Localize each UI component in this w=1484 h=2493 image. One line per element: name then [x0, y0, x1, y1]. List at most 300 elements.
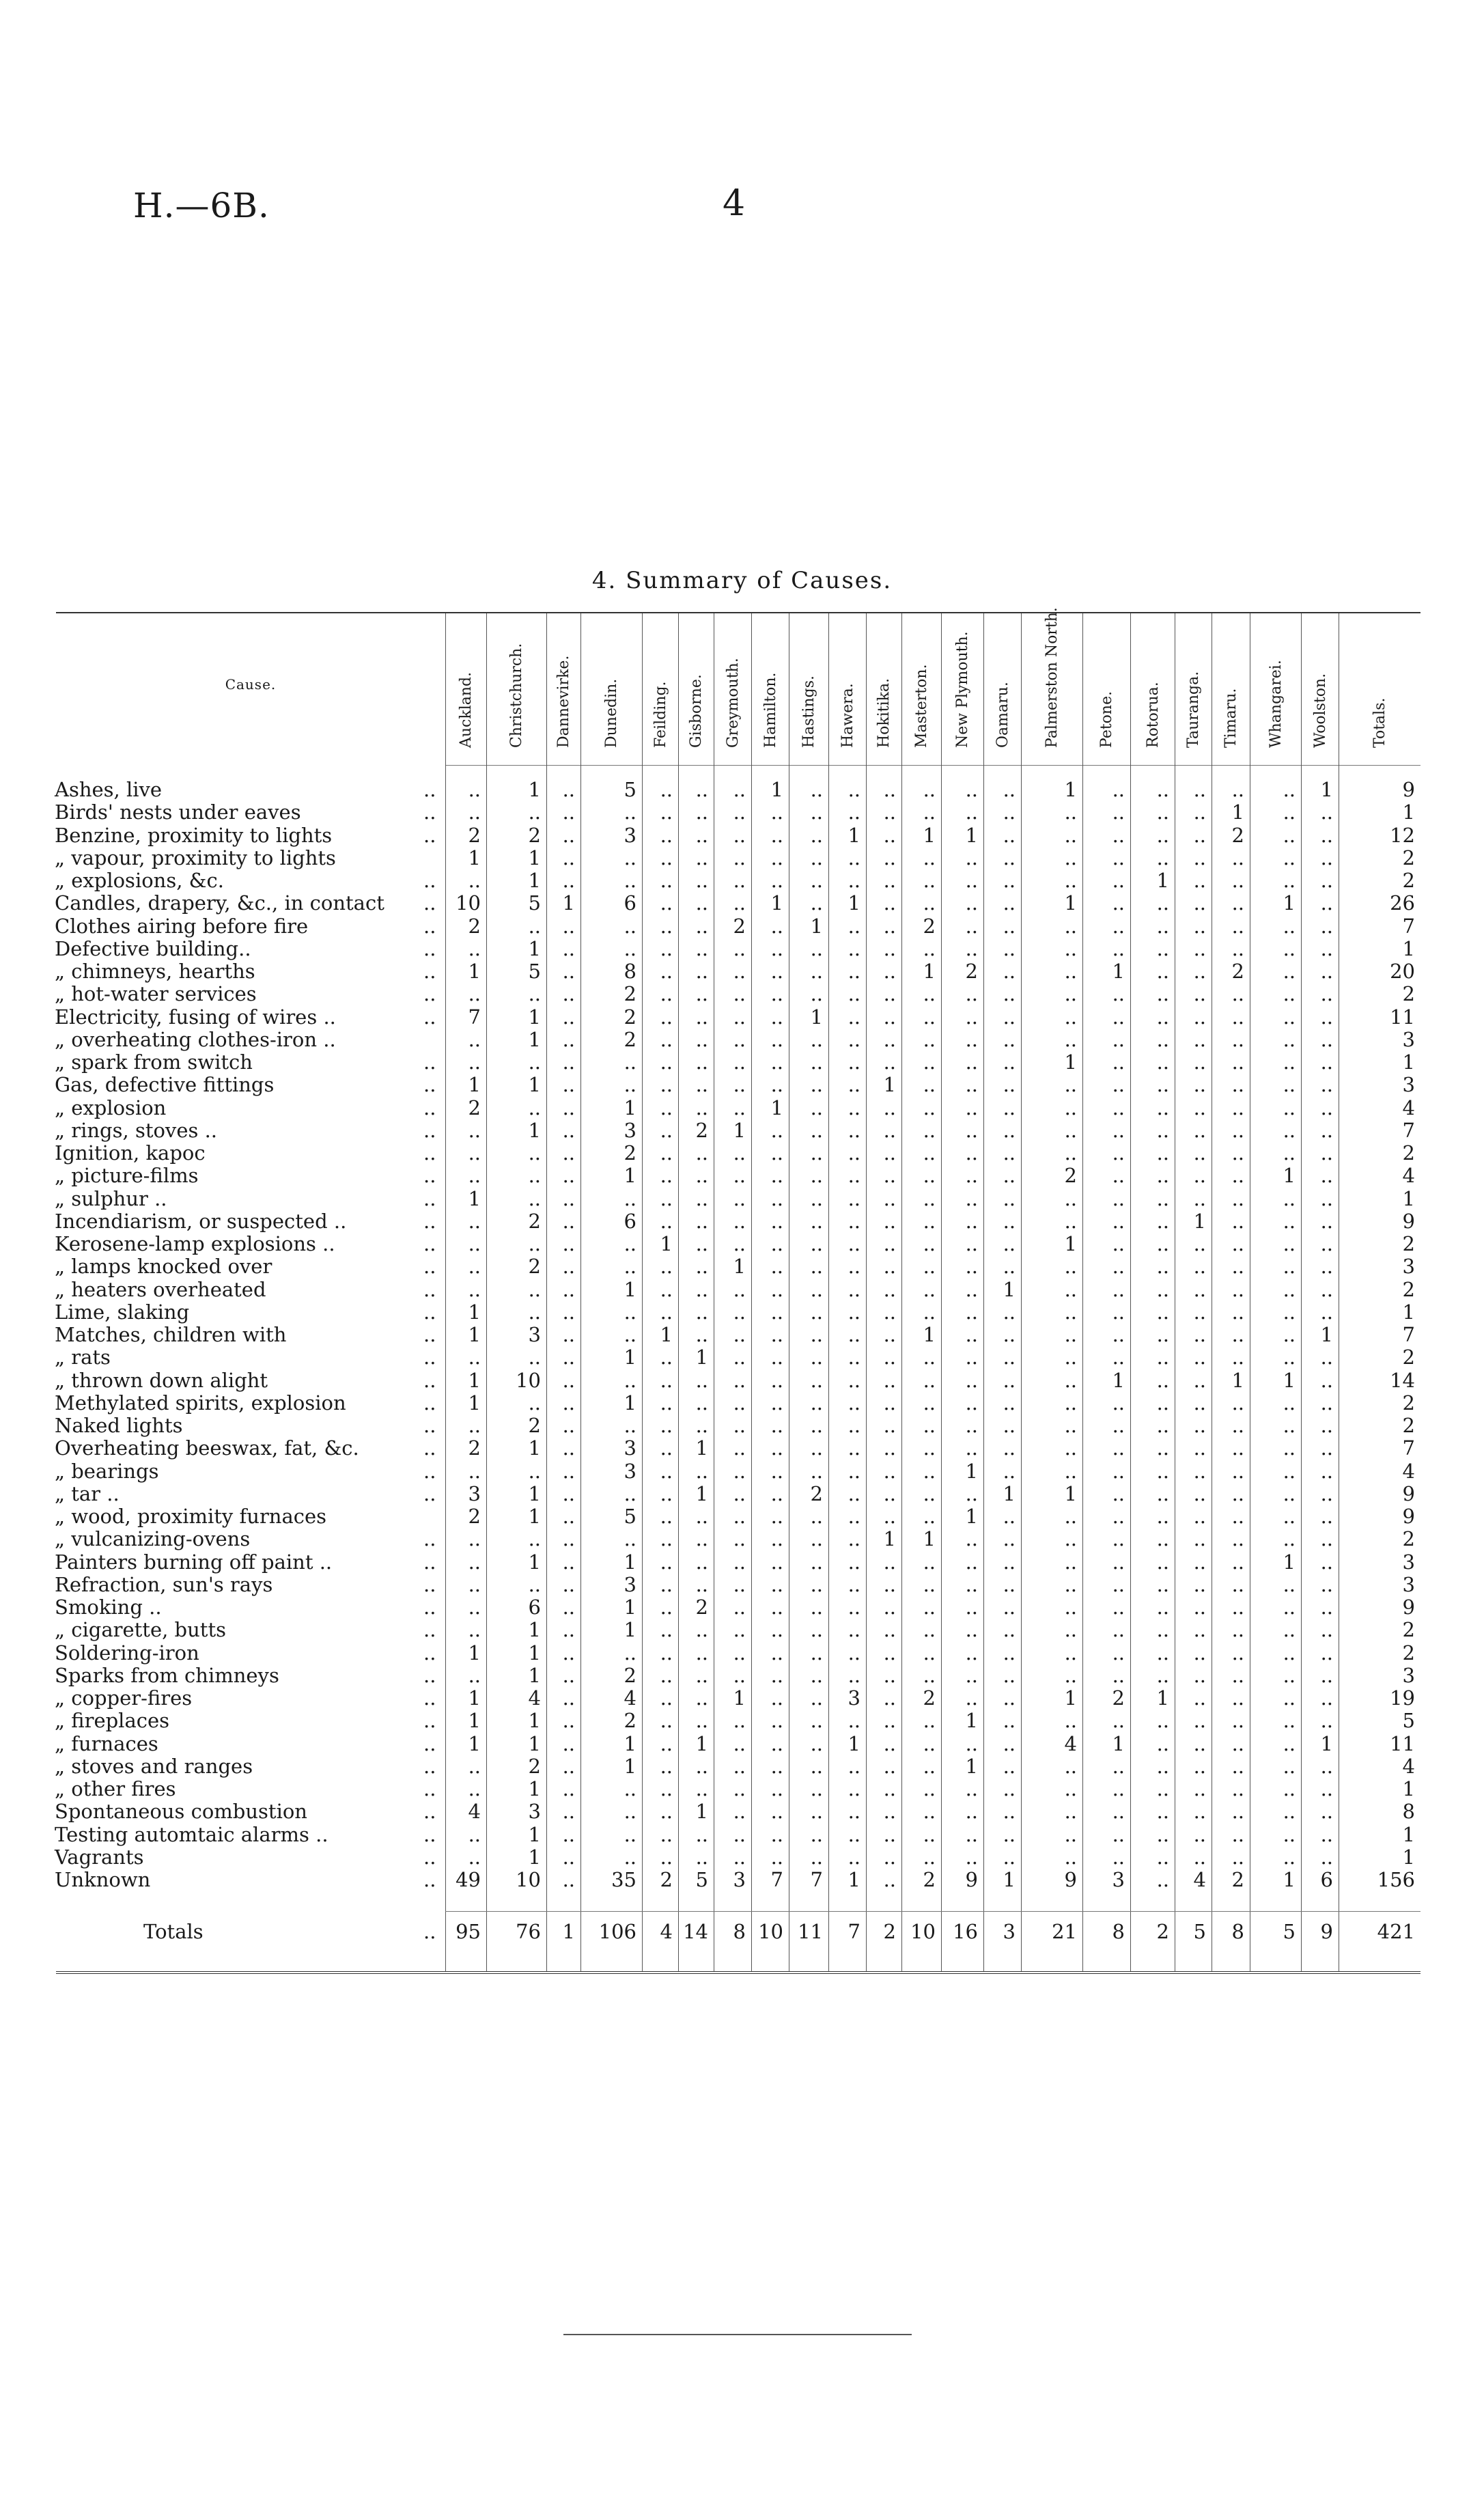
table-cell: 2	[923, 1686, 936, 1710]
table-cell: 1	[923, 960, 936, 983]
table-cell: ..	[770, 914, 783, 938]
table-cell: ..	[965, 1050, 978, 1074]
table-cell: ..	[1003, 1800, 1016, 1824]
table-cell: ..	[1193, 1459, 1206, 1483]
table-cell: 2	[1231, 1868, 1244, 1891]
table-cell: ..	[733, 1073, 746, 1097]
table-cell: ..	[1003, 1164, 1016, 1188]
table-cell: 1	[528, 1709, 541, 1733]
table-cell: ..	[1003, 1027, 1016, 1051]
table-cell: 2	[1402, 982, 1415, 1006]
table-cell: ..	[1156, 960, 1169, 983]
table-cell: ..	[1320, 1368, 1333, 1392]
leader-dots: ..	[423, 891, 436, 915]
leader-dots: ..	[423, 1186, 436, 1210]
table-cell: ..	[770, 1277, 783, 1301]
table-cell: ..	[965, 1232, 978, 1255]
table-cell: 1	[528, 936, 541, 960]
table-cell: ..	[810, 1777, 823, 1800]
table-cell: 5	[528, 960, 541, 983]
table-cell: ..	[1320, 1527, 1333, 1551]
table-cell: ..	[528, 1527, 541, 1551]
table-cell: ..	[695, 1232, 708, 1255]
table-cell: ..	[660, 1845, 673, 1869]
table-cell: ..	[1156, 1164, 1169, 1188]
cause-label: Spontaneous combustion	[55, 1800, 307, 1824]
table-cell: ..	[1193, 1731, 1206, 1755]
table-cell: ..	[695, 1209, 708, 1233]
table-cell: ..	[1231, 1300, 1244, 1324]
table-cell: 49	[456, 1868, 481, 1891]
table-row	[0, 1324, 1484, 1346]
table-cell: ..	[1112, 891, 1125, 915]
table-cell: ..	[1193, 1414, 1206, 1437]
table-cell: 6	[1320, 1868, 1333, 1891]
table-cell: ..	[660, 1618, 673, 1642]
table-cell: 2	[528, 1209, 541, 1233]
table-cell: 1	[923, 1323, 936, 1346]
table-cell: ..	[468, 1050, 481, 1074]
table-cell: ..	[733, 1618, 746, 1642]
table-cell: ..	[848, 1164, 860, 1188]
table-cell: ..	[562, 1255, 575, 1279]
leader-dots: ..	[423, 1300, 436, 1324]
table-cell: ..	[965, 1118, 978, 1142]
table-cell: ..	[965, 1186, 978, 1210]
table-cell: ..	[848, 1709, 860, 1733]
leader-dots: ..	[423, 1845, 436, 1869]
table-cell: ..	[1112, 1800, 1125, 1824]
table-cell: 2	[1231, 960, 1244, 983]
cause-label: „ rings, stoves ..	[55, 1118, 218, 1142]
table-cell: ..	[1112, 1822, 1125, 1846]
table-cell: ..	[1064, 1027, 1077, 1051]
leader-dots: ..	[423, 1527, 436, 1551]
table-cell: 19	[1390, 1686, 1415, 1710]
table-cell: 1	[1064, 778, 1077, 801]
table-cell: ..	[883, 1618, 896, 1642]
table-cell: ..	[660, 1073, 673, 1097]
table-cell: 1	[1231, 800, 1244, 824]
table-cell: 1	[468, 1300, 481, 1324]
table-cell: ..	[965, 1323, 978, 1346]
table-cell: ..	[468, 1618, 481, 1642]
table-row	[0, 1415, 1484, 1437]
table-cell: 1	[1283, 1550, 1296, 1574]
table-cell: ..	[1003, 936, 1016, 960]
table-cell: ..	[1156, 1027, 1169, 1051]
table-cell: 14	[683, 1920, 708, 1943]
table-cell: ..	[810, 1527, 823, 1551]
table-cell: ..	[1064, 1414, 1077, 1437]
table-cell: ..	[695, 1709, 708, 1733]
table-cell: ..	[848, 1505, 860, 1528]
table-cell: ..	[1156, 1731, 1169, 1755]
table-cell: 3	[624, 823, 636, 847]
table-cell: ..	[1156, 891, 1169, 915]
table-cell: ..	[1112, 1323, 1125, 1346]
table-cell: ..	[848, 1550, 860, 1574]
table-cell: ..	[1156, 936, 1169, 960]
table-cell: ..	[1064, 936, 1077, 960]
table-cell: ..	[562, 914, 575, 938]
table-cell: ..	[1112, 1641, 1125, 1665]
table-cell: ..	[1320, 1777, 1333, 1800]
cause-label: „ vulcanizing-ovens	[55, 1527, 251, 1551]
table-cell: ..	[1003, 869, 1016, 892]
table-cell: 5	[695, 1868, 708, 1891]
table-cell: ..	[733, 869, 746, 892]
table-cell: 2	[695, 1118, 708, 1142]
table-cell: ..	[923, 778, 936, 801]
table-cell: ..	[528, 1096, 541, 1119]
table-cell: 20	[1390, 960, 1415, 983]
table-cell: 7	[1402, 1436, 1415, 1460]
table-cell: 1	[810, 914, 823, 938]
table-cell: 2	[733, 914, 746, 938]
table-cell: ..	[770, 960, 783, 983]
table-cell: 1	[965, 1459, 978, 1483]
table-cell: ..	[883, 1277, 896, 1301]
leader-dots: ..	[423, 982, 436, 1006]
table-cell: ..	[660, 1596, 673, 1619]
table-cell: ..	[1003, 778, 1016, 801]
table-cell: ..	[923, 936, 936, 960]
table-cell: ..	[883, 1596, 896, 1619]
table-cell: ..	[1320, 869, 1333, 892]
table-cell: ..	[1320, 914, 1333, 938]
table-cell: ..	[562, 1005, 575, 1029]
table-cell: ..	[810, 1709, 823, 1733]
leader-dots: ..	[423, 1754, 436, 1778]
table-cell: 1	[733, 1686, 746, 1710]
table-cell: ..	[848, 1186, 860, 1210]
table-cell: ..	[1283, 1277, 1296, 1301]
table-cell: ..	[1320, 1186, 1333, 1210]
table-cell: ..	[733, 1323, 746, 1346]
table-cell: ..	[1003, 800, 1016, 824]
table-row	[0, 1142, 1484, 1165]
table-cell: ..	[733, 1596, 746, 1619]
table-cell: ..	[770, 1141, 783, 1165]
table-cell: 1	[1112, 960, 1125, 983]
table-cell: ..	[923, 1096, 936, 1119]
table-cell: ..	[1003, 1550, 1016, 1574]
table-cell: ..	[848, 1255, 860, 1279]
table-cell: ..	[468, 1845, 481, 1869]
table-cell: ..	[1193, 1186, 1206, 1210]
table-cell: ..	[965, 869, 978, 892]
table-cell: ..	[1193, 1641, 1206, 1665]
table-cell: ..	[624, 869, 636, 892]
table-cell: ..	[1320, 1005, 1333, 1029]
table-cell: ..	[923, 1277, 936, 1301]
table-cell: ..	[1193, 1505, 1206, 1528]
table-row	[0, 1119, 1484, 1142]
table-row	[0, 1301, 1484, 1324]
table-cell: ..	[1283, 914, 1296, 938]
table-cell: ..	[1156, 1527, 1169, 1551]
table-cell: ..	[1193, 891, 1206, 915]
table-cell: ..	[624, 800, 636, 824]
table-cell: ..	[810, 1141, 823, 1165]
table-cell: 1	[733, 1255, 746, 1279]
table-cell: 1	[1283, 1368, 1296, 1392]
table-cell: ..	[1193, 1027, 1206, 1051]
table-row	[0, 1074, 1484, 1096]
table-cell: ..	[1003, 823, 1016, 847]
table-cell: 2	[1402, 846, 1415, 869]
table-cell: ..	[810, 1459, 823, 1483]
table-cell: ..	[1003, 1459, 1016, 1483]
table-cell: ..	[883, 1663, 896, 1687]
table-cell: ..	[1112, 1232, 1125, 1255]
table-cell: ..	[848, 1323, 860, 1346]
table-cell: 7	[468, 1005, 481, 1029]
table-cell: ..	[624, 1050, 636, 1074]
table-cell: ..	[810, 1232, 823, 1255]
table-cell: ..	[923, 1436, 936, 1460]
table-cell: ..	[1064, 1436, 1077, 1460]
table-cell: ..	[965, 936, 978, 960]
table-cell: 2	[624, 1027, 636, 1051]
table-cell: 21	[1052, 1920, 1077, 1943]
cause-label: „ wood, proximity furnaces	[55, 1505, 327, 1528]
table-cell: ..	[1064, 1527, 1077, 1551]
table-cell: 10	[910, 1920, 936, 1943]
table-cell: ..	[695, 1141, 708, 1165]
table-cell: ..	[923, 1368, 936, 1392]
table-cell: 9	[1402, 1596, 1415, 1619]
column-header: Gisborne.	[688, 674, 705, 748]
table-cell: ..	[848, 1777, 860, 1800]
table-cell: ..	[923, 1209, 936, 1233]
leader-dots: ..	[423, 1663, 436, 1687]
table-cell: ..	[1112, 1027, 1125, 1051]
table-cell: ..	[1231, 1141, 1244, 1165]
table-cell: ..	[1064, 800, 1077, 824]
cause-label: Vagrants	[55, 1845, 144, 1869]
table-cell: ..	[1156, 1141, 1169, 1165]
table-cell: ..	[733, 1186, 746, 1210]
table-cell: ..	[965, 1391, 978, 1415]
table-cell: ..	[1193, 914, 1206, 938]
table-cell: ..	[1064, 1618, 1077, 1642]
table-cell: 1	[528, 1618, 541, 1642]
table-cell: ..	[1283, 1141, 1296, 1165]
table-cell: ..	[1283, 1255, 1296, 1279]
table-cell: ..	[733, 1300, 746, 1324]
table-cell: ..	[883, 1118, 896, 1142]
table-cell: ..	[660, 1709, 673, 1733]
table-cell: ..	[1231, 1005, 1244, 1029]
table-cell: ..	[923, 1550, 936, 1574]
table-cell: 7	[1402, 1118, 1415, 1142]
table-cell: ..	[848, 914, 860, 938]
table-cell: ..	[965, 1641, 978, 1665]
table-cell: 2	[468, 1436, 481, 1460]
table-cell: 1	[1320, 778, 1333, 801]
table-cell: 1	[1402, 1300, 1415, 1324]
table-cell: ..	[1231, 1186, 1244, 1210]
table-cell: ..	[1064, 1209, 1077, 1233]
table-cell: ..	[1283, 1663, 1296, 1687]
table-cell: ..	[965, 1845, 978, 1869]
column-header: Woolston.	[1311, 673, 1329, 748]
table-cell: ..	[883, 1368, 896, 1392]
table-cell: ..	[848, 1118, 860, 1142]
table-cell: ..	[624, 1641, 636, 1665]
table-cell: ..	[695, 1777, 708, 1800]
table-cell: ..	[695, 1754, 708, 1778]
table-cell: ..	[1112, 1414, 1125, 1437]
table-cell: 1	[1193, 1209, 1206, 1233]
table-cell: ..	[1156, 1754, 1169, 1778]
table-cell: 1	[810, 1005, 823, 1029]
table-cell: ..	[733, 1209, 746, 1233]
table-cell: ..	[562, 1436, 575, 1460]
table-cell: ..	[1231, 1323, 1244, 1346]
table-cell: ..	[810, 1436, 823, 1460]
table-cell: 1	[528, 1550, 541, 1574]
table-cell: ..	[1193, 960, 1206, 983]
table-cell: ..	[1193, 1663, 1206, 1687]
table-cell: ..	[1231, 1822, 1244, 1846]
table-cell: ..	[562, 1596, 575, 1619]
column-header: Hokitika.	[876, 678, 893, 748]
table-cell: ..	[660, 1118, 673, 1142]
table-cell: ..	[848, 1641, 860, 1665]
table-cell: ..	[660, 869, 673, 892]
table-cell: ..	[562, 1050, 575, 1074]
table-cell: ..	[733, 891, 746, 915]
table-cell: ..	[1320, 1232, 1333, 1255]
table-cell: ..	[660, 1186, 673, 1210]
table-cell: ..	[810, 1845, 823, 1869]
leader-dots: ..	[423, 1277, 436, 1301]
table-cell: 1	[923, 1527, 936, 1551]
table-cell: ..	[810, 1050, 823, 1074]
table-cell: ..	[923, 1118, 936, 1142]
table-cell: ..	[1283, 1641, 1296, 1665]
table-cell: 8	[624, 960, 636, 983]
table-cell: ..	[965, 1436, 978, 1460]
table-cell: ..	[1193, 1800, 1206, 1824]
table-cell: 5	[1193, 1920, 1206, 1943]
table-cell: ..	[770, 1550, 783, 1574]
table-cell: ..	[660, 1391, 673, 1415]
table-cell: ..	[660, 1777, 673, 1800]
table-cell: 2	[1402, 1414, 1415, 1437]
table-cell: ..	[770, 800, 783, 824]
table-cell: 2	[1402, 1641, 1415, 1665]
table-cell: ..	[770, 1118, 783, 1142]
totals-row	[0, 1921, 1484, 1943]
table-cell: ..	[1112, 1436, 1125, 1460]
table-cell: ..	[468, 800, 481, 824]
table-cell: ..	[624, 936, 636, 960]
table-cell: 9	[1402, 1209, 1415, 1233]
table-cell: ..	[733, 1459, 746, 1483]
table-cell: ..	[848, 1027, 860, 1051]
table-cell: ..	[733, 778, 746, 801]
table-cell: 2	[1402, 1141, 1415, 1165]
table-cell: ..	[1320, 960, 1333, 983]
table-cell: ..	[695, 1527, 708, 1551]
table-cell: ..	[923, 1596, 936, 1619]
table-cell: ..	[1003, 1255, 1016, 1279]
table-cell: ..	[624, 1800, 636, 1824]
leader-dots: ..	[423, 960, 436, 983]
table-cell: ..	[695, 1096, 708, 1119]
cause-label: Testing automtaic alarms ..	[55, 1822, 328, 1846]
table-cell: 1	[1320, 1323, 1333, 1346]
table-cell: ..	[1283, 1481, 1296, 1505]
table-cell: 1	[562, 1920, 575, 1943]
table-cell: ..	[1283, 1618, 1296, 1642]
cause-label: „ rats	[55, 1346, 111, 1369]
table-cell: ..	[1064, 1391, 1077, 1415]
table-cell: ..	[1156, 1481, 1169, 1505]
cause-label: „ stoves and ranges	[55, 1754, 253, 1778]
table-cell: ..	[562, 1118, 575, 1142]
table-cell: ..	[923, 1777, 936, 1800]
table-cell: 12	[1390, 823, 1415, 847]
table-cell: ..	[1283, 1414, 1296, 1437]
table-cell: 3	[468, 1481, 481, 1505]
cause-label: Soldering-iron	[55, 1641, 199, 1665]
table-cell: ..	[1156, 1300, 1169, 1324]
table-cell: 8	[733, 1920, 746, 1943]
table-cell: ..	[848, 1073, 860, 1097]
table-cell: ..	[810, 778, 823, 801]
table-row	[0, 1346, 1484, 1369]
table-cell: ..	[468, 1663, 481, 1687]
table-cell: ..	[624, 1527, 636, 1551]
table-cell: ..	[562, 800, 575, 824]
table-cell: ..	[1283, 1800, 1296, 1824]
table-cell: 2	[695, 1596, 708, 1619]
table-cell: ..	[468, 1777, 481, 1800]
table-cell: 1	[1003, 1481, 1016, 1505]
table-cell: 1	[468, 1641, 481, 1665]
table-cell: ..	[1231, 869, 1244, 892]
table-cell: ..	[562, 1186, 575, 1210]
cause-label: Defective building..	[55, 936, 251, 960]
table-cell: 9	[1402, 1505, 1415, 1528]
table-cell: ..	[1231, 1232, 1244, 1255]
table-cell: ..	[1193, 1346, 1206, 1369]
table-cell: ..	[562, 1232, 575, 1255]
table-cell: 1	[528, 1005, 541, 1029]
table-cell: ..	[1193, 1527, 1206, 1551]
table-cell: ..	[923, 1141, 936, 1165]
cause-label: „ tar ..	[55, 1481, 120, 1505]
table-cell: ..	[848, 982, 860, 1006]
table-cell: 2	[1231, 823, 1244, 847]
table-row	[0, 779, 1484, 801]
table-cell: ..	[528, 1050, 541, 1074]
table-cell: ..	[1003, 1822, 1016, 1846]
table-cell: 1	[1156, 1686, 1169, 1710]
table-cell: ..	[770, 1800, 783, 1824]
leader-dots: ..	[423, 1323, 436, 1346]
table-cell: 9	[1064, 1868, 1077, 1891]
table-row	[0, 892, 1484, 915]
table-cell: ..	[1064, 1641, 1077, 1665]
table-cell: ..	[528, 1300, 541, 1324]
column-header: Rotorua.	[1144, 682, 1162, 748]
